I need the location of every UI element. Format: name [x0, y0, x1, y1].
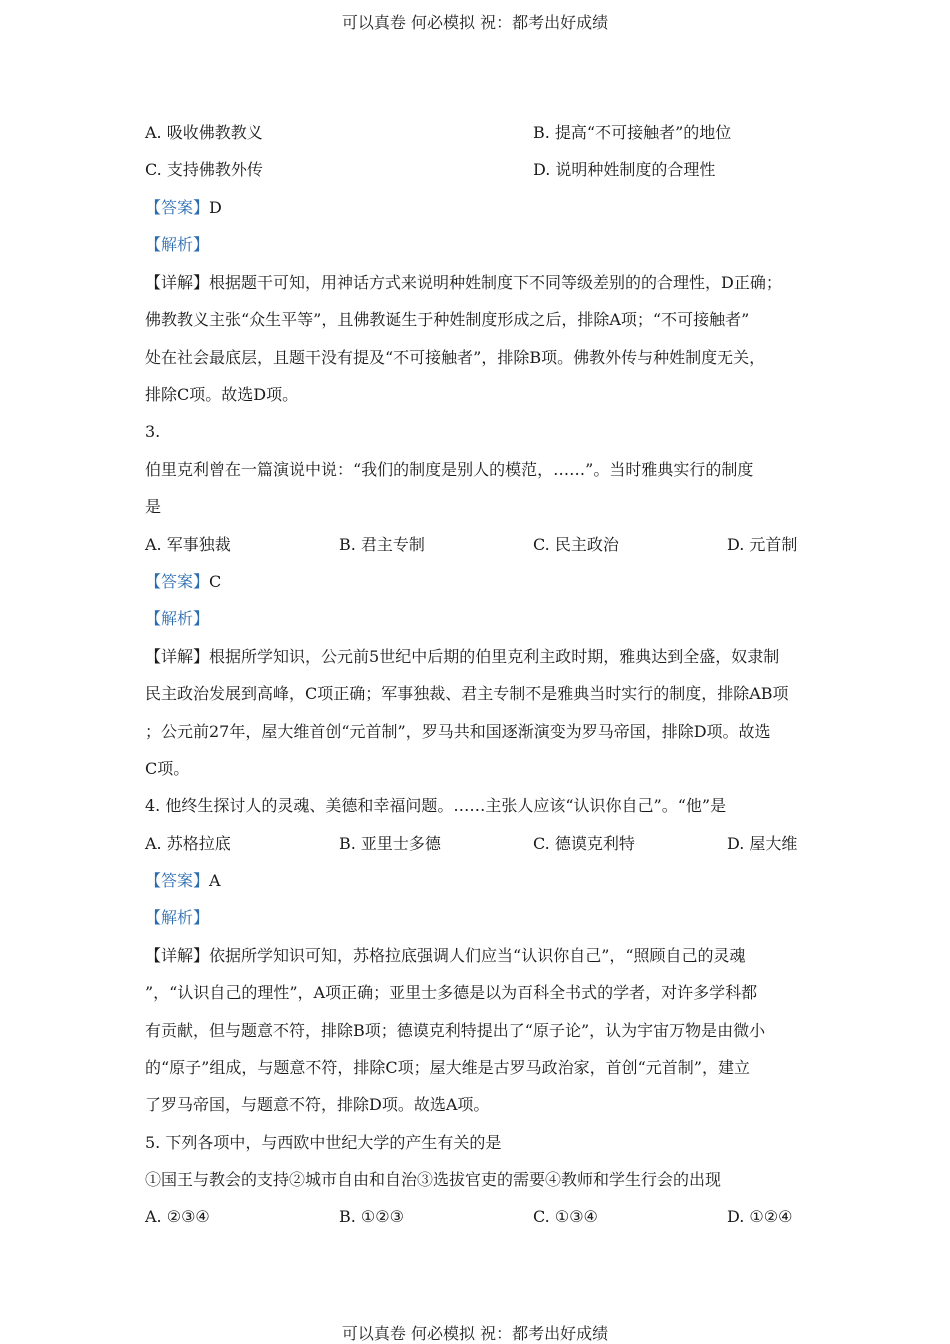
- q5-items: ①国王与教会的支持②城市自由和自治③选拔官吏的需要④教师和学生行会的出现: [145, 1170, 722, 1189]
- q2-detail-line-2: 佛教教义主张“众生平等”，且佛教诞生于种姓制度形成之后，排除A项；“不可接触者”: [145, 310, 750, 329]
- q3-stem-line-2: 是: [145, 497, 162, 516]
- q4-stem: 4. 他终生探讨人的灵魂、美德和幸福问题。……主张人应该“认识你自己”。“他”是: [145, 796, 727, 815]
- detail-tag: 【详解】: [145, 647, 210, 666]
- q5-option-d: D. ①②④: [727, 1207, 793, 1226]
- q2-option-a: A. 吸收佛教教义: [145, 123, 263, 142]
- q2-option-b: B. 提高“不可接触者”的地位: [533, 123, 732, 142]
- q4-option-a: A. 苏格拉底: [145, 834, 231, 853]
- q2-option-c: C. 支持佛教外传: [145, 160, 263, 179]
- q3-answer: [145, 570, 810, 594]
- q2-detail-line-1: [145, 271, 810, 295]
- answer-tag: 【答案】: [145, 871, 210, 890]
- q2-answer: [145, 196, 810, 220]
- q4-detail-line-1: [145, 944, 810, 968]
- q5-option-c: C. ①③④: [533, 1207, 598, 1226]
- q3-option-d: D. 元首制: [727, 535, 798, 554]
- page-header: 可以真卷 何必模拟 祝：都考出好成绩: [341, 13, 609, 32]
- q3-detail-line-4: C项。: [145, 759, 190, 778]
- q2-detail-line-4: 排除C项。故选D项。: [145, 385, 299, 404]
- q3-option-c: C. 民主政治: [533, 535, 619, 554]
- q4-option-d: D. 屋大维: [727, 834, 798, 853]
- answer-value: A: [209, 871, 221, 890]
- q3-analysis-tag: 【解析】: [145, 609, 210, 628]
- q4-option-b: B. 亚里士多德: [339, 834, 441, 853]
- q4-detail-line-3: 有贡献，但与题意不符，排除B项；德谟克利特提出了“原子论”，认为宇宙万物是由微小: [145, 1021, 766, 1040]
- q4-detail-line-2: ”，“认识自己的理性”，A项正确；亚里士多德是以为百科全书式的学者，对许多学科都: [145, 983, 758, 1002]
- q3-stem-line-1: 伯里克利曾在一篇演说中说：“我们的制度是别人的模范，……”。当时雅典实行的制度: [145, 460, 754, 479]
- detail-tag: 【详解】: [145, 946, 210, 965]
- q3-option-b: B. 君主专制: [339, 535, 425, 554]
- answer-tag: 【答案】: [145, 198, 210, 217]
- q4-analysis-tag: 【解析】: [145, 908, 210, 927]
- answer-tag: 【答案】: [145, 572, 210, 591]
- q3-detail-line-2: 民主政治发展到高峰，C项正确；军事独裁、君主专制不是雅典当时实行的制度，排除AB项: [145, 684, 789, 703]
- detail-text: 根据所学知识，公元前5世纪中后期的伯里克利主政时期，雅典达到全盛，奴隶制: [209, 647, 780, 666]
- answer-value: C: [209, 572, 222, 591]
- q2-analysis-tag: 【解析】: [145, 235, 210, 254]
- q4-detail-line-4: 的“原子”组成，与题意不符，排除C项；屋大维是古罗马政治家，首创“元首制”，建立: [145, 1058, 750, 1077]
- q3-detail-line-3: ；公元前27年，屋大维首创“元首制”，罗马共和国逐渐演变为罗马帝国，排除D项。故选: [145, 722, 771, 741]
- q4-option-c: C. 德谟克利特: [533, 834, 635, 853]
- q5-option-b: B. ①②③: [339, 1207, 404, 1226]
- q3-number: 3.: [145, 422, 161, 441]
- page-footer: 可以真卷 何必模拟 祝：都考出好成绩: [341, 1324, 609, 1343]
- detail-text: 依据所学知识可知，苏格拉底强调人们应当“认识你自己”，“照顾自己的灵魂: [209, 946, 746, 965]
- q4-detail-line-5: 了罗马帝国，与题意不符，排除D项。故选A项。: [145, 1095, 490, 1114]
- answer-value: D: [209, 198, 222, 217]
- q5-stem: 5. 下列各项中，与西欧中世纪大学的产生有关的是: [145, 1133, 502, 1152]
- q2-detail-line-3: 处在社会最底层，且题干没有提及“不可接触者”，排除B项。佛教外传与种姓制度无关，: [145, 348, 766, 367]
- q2-option-d: D. 说明种姓制度的合理性: [533, 160, 716, 179]
- detail-text: 根据题干可知，用神话方式来说明种姓制度下不同等级差别的的合理性，D正确；: [209, 273, 782, 292]
- q3-option-a: A. 军事独裁: [145, 535, 231, 554]
- q5-option-a: A. ②③④: [145, 1207, 210, 1226]
- q4-answer: [145, 869, 810, 893]
- detail-tag: 【详解】: [145, 273, 210, 292]
- q3-detail-line-1: [145, 645, 810, 669]
